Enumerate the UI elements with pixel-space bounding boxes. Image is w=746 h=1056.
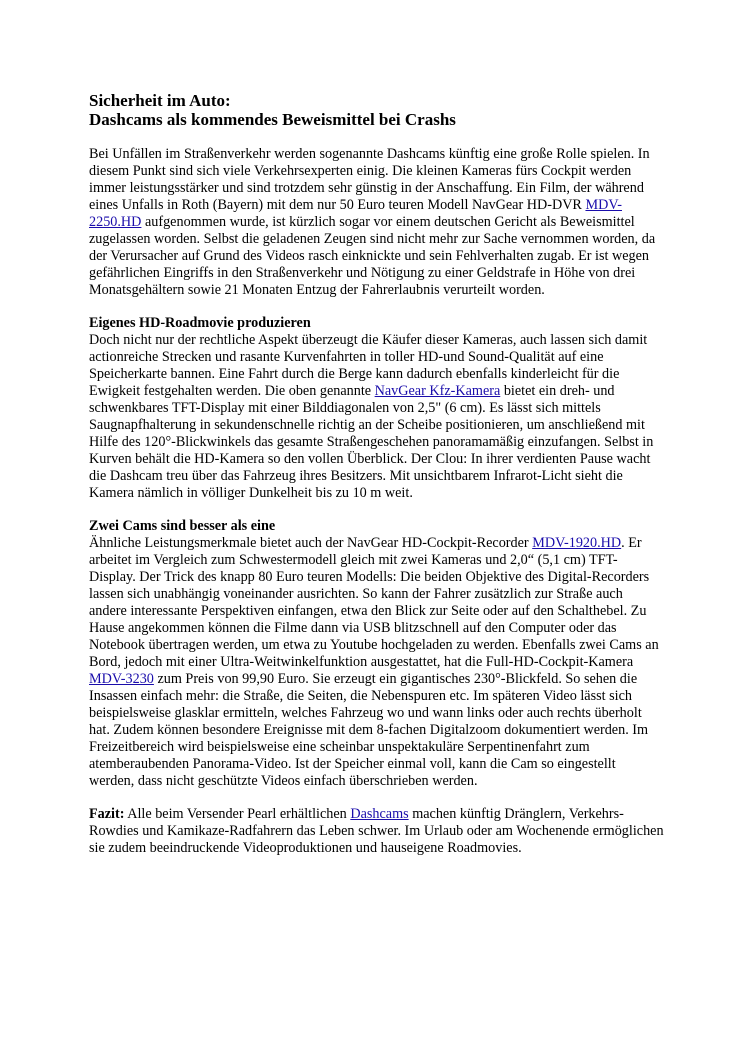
title-line-2: Dashcams als kommendes Beweismittel bei Crashs (89, 110, 456, 129)
link-dashcams[interactable]: Dashcams (350, 806, 409, 822)
two-cams-text-3: zum Preis von 99,90 Euro. Sie erzeugt ein gigantisches 230°-Blickfeld. So sehen die Insassen einfach mehr: die Straße, die Seiten, die Nebenspuren etc. Im späteren Video lässt sich beispielsweise glasklar ermitteln, welches Fahrzeug wo und wann links oder auch rechts überholt hat. Zudem können besondere Ereignisse mit dem 8-fachen Digitalzoom dokumentiert werden. Im Freizeitbereich wird beispielsweise eine scheinbar unspektakuläre Serpentinenfahrt zum atemberaubenden Panorama-Video. Ist der Speicher einmal voll, kann die Cam so eingestellt werden, dass nicht geschützte Videos einfach überschrieben werden. (89, 671, 649, 789)
roadmovie-heading: Eigenes HD-Roadmovie produzieren (89, 315, 311, 331)
article-title (89, 91, 664, 129)
link-mdv-3230[interactable]: MDV-3230 (89, 671, 154, 687)
two-cams-text-1: Ähnliche Leistungsmerkmale bietet auch der NavGear HD-Cockpit-Recorder (89, 535, 533, 551)
intro-text-1: Bei Unfällen im Straßenverkehr werden sogenannte Dashcams künftig eine große Rolle spielen. In diesem Punkt sind sich viele Verkehrsexperten einig. Die kleinen Kameras fürs Cockpit werden immer leistungsstärker und sind trotzdem sehr günstig in der Anschaffung. Ein Film, der während eines Unfalls in Roth (Bayern) mit dem nur 50 Euro teuren Modell NavGear HD-DVR (89, 146, 650, 213)
two-cams-paragraph (89, 518, 664, 790)
fazit-paragraph (89, 806, 664, 857)
intro-text-2: aufgenommen wurde, ist kürzlich sogar vor einem deutschen Gericht als Beweismittel zugelassen worden. Selbst die geladenen Zeugen sind nicht mehr zur Sache vernommen worden, da der Verursacher auf Grund des Videos rasch einknickte und sein Fehlverhalten zugab. Er ist wegen gefährlichen Eingriffs in den Straßenverkehr und Nötigung zu einer Geldstrafe in Höhe von drei Monatsgehältern sowie 21 Monaten Entzug der Fahrerlaubnis verurteilt worden. (89, 214, 656, 298)
roadmovie-text-1: Doch nicht nur der rechtliche Aspekt überzeugt die Käufer dieser Kameras, auch lassen sich damit actionreiche Strecken und rasante Kurvenfahrten in toller HD-und Sound-Qualität auf eine Speicherkarte bannen. Eine Fahrt durch die Berge kann dadurch ebenfalls kinderleicht für die Ewigkeit festgehalten werden. Die oben genannte (89, 332, 648, 399)
title-line-1: Sicherheit im Auto: (89, 91, 231, 110)
link-mdv-2250[interactable]: MDV-2250.HD (89, 197, 622, 230)
roadmovie-text-2: bietet ein dreh- und schwenkbares TFT-Display mit einer Bilddiagonalen von 2,5" (6 cm). Es lässt sich mittels Saugnapfhalterung in sekundenschnelle richtig an der Scheibe positionieren, um anschließend mit Hilfe des 120°-Blickwinkels das gesamte Straßengeschehen panoramamäßig einzufangen. Selbst in Kurven behält die HD-Kamera so den vollen Überblick. Der Clou: In ihrer verdienten Pause wacht die Dashcam treu über das Fahrzeug ihres Besitzers. Mit unsichtbarem Infrarot-Licht sieht die Kamera nämlich in völliger Dunkelheit bis zu 10 m weit. (89, 383, 654, 501)
intro-paragraph (89, 146, 664, 299)
roadmovie-paragraph (89, 315, 664, 502)
fazit-label: Fazit: (89, 806, 125, 822)
link-navgear-kfz-kamera[interactable]: NavGear Kfz-Kamera (374, 383, 501, 399)
two-cams-heading: Zwei Cams sind besser als eine (89, 518, 276, 534)
two-cams-text-2: . Er arbeitet im Vergleich zum Schwestermodell gleich mit zwei Kameras und 2,0“ (5,1 cm) TFT-Display. Der Trick des knapp 80 Euro teuren Modells: Die beiden Objektive des Digital-Recorders lassen sich unabhängig voneinander ausrichten. So kann der Fahrer zusätzlich zur Straße auch andere interessante Perspektiven einfangen, etwa den Blick zur Seite oder auf den Schalthebel. Zu Hause angekommen können die Filme dann via USB blitzschnell auf den Computer oder das Notebook übertragen werden, um etwa zu Youtube hochgeladen zu werden. Ebenfalls zwei Cams an Bord, jedoch mit einer Ultra-Weitwinkelfunktion ausgestattet, hat die Full-HD-Cockpit-Kamera (89, 535, 659, 670)
fazit-text-1: Alle beim Versender Pearl erhältlichen (124, 806, 351, 822)
link-mdv-1920[interactable]: MDV-1920.HD (532, 535, 622, 551)
fazit-text-2: machen künftig Dränglern, Verkehrs-Rowdies und Kamikaze-Radfahrern das Leben schwer. Im Urlaub oder am Wochenende ermöglichen sie zudem beeindruckende Videoproduktionen und hauseigene Roadmovies. (89, 806, 664, 856)
document-page (89, 91, 664, 873)
